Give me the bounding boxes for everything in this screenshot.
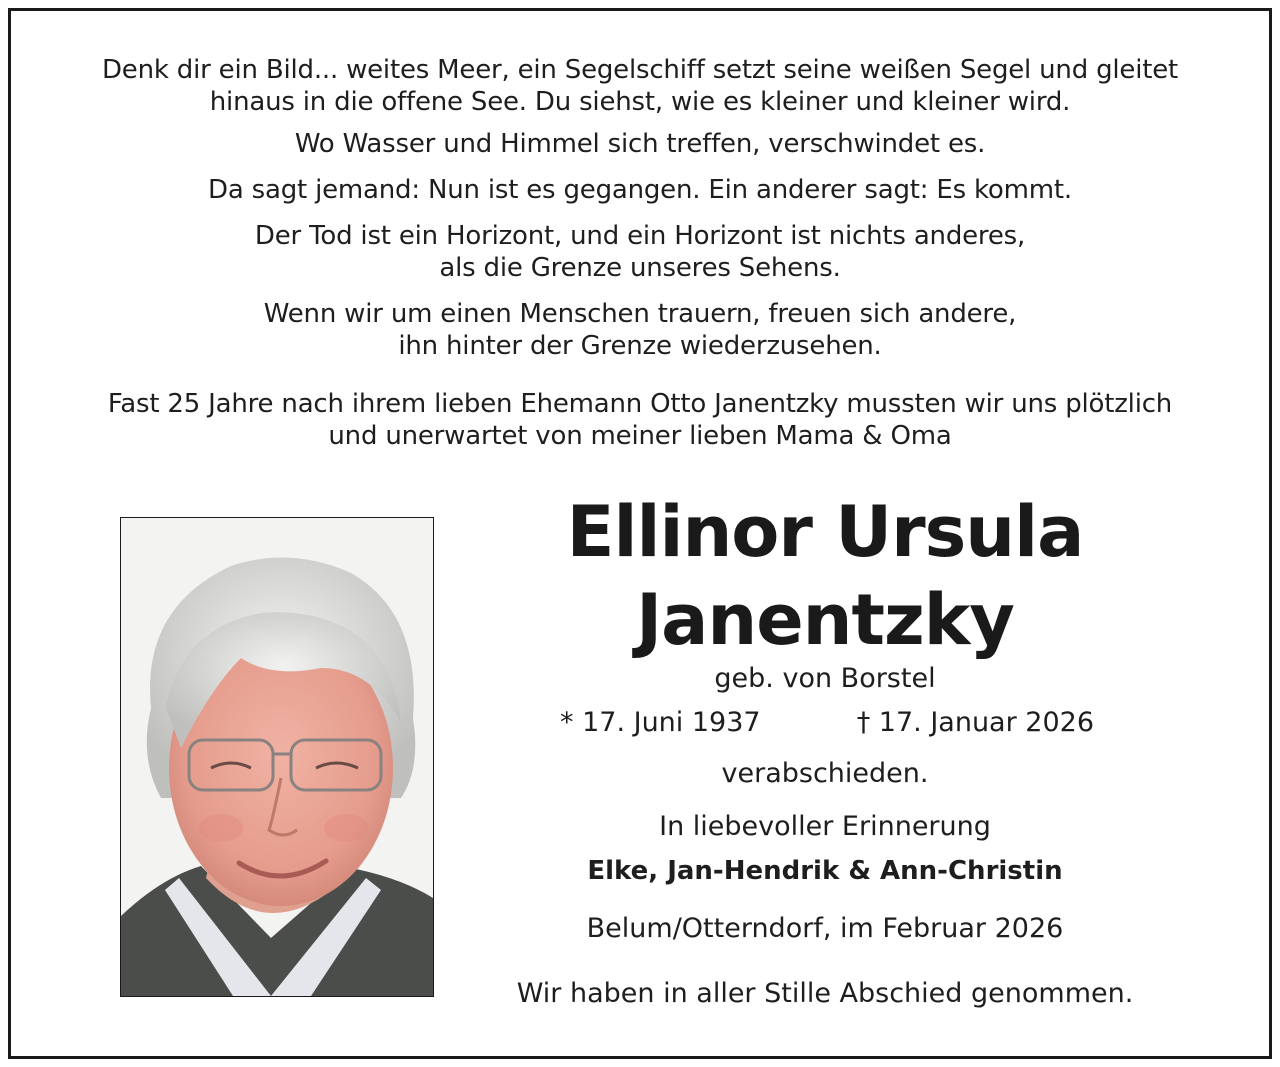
poem-paragraph-3: Da sagt jemand: Nun ist es gegangen. Ein anderer sagt: Es kommt. [208, 175, 1072, 205]
portrait-illustration [121, 518, 433, 996]
poem-paragraph-2: Wo Wasser und Himmel sich treffen, verschwindet es. [294, 129, 986, 159]
farewell-text: verabschieden. [721, 758, 929, 789]
poem-paragraph-5: Wenn wir um einen Menschen trauern, freuen sich andere, ihn hinter der Grenze wiederzusehen. [263, 299, 1017, 361]
death-date: † 17. Januar 2026 [856, 707, 1094, 738]
memory-text: In liebevoller Erinnerung [659, 811, 991, 842]
deceased-name [460, 488, 1190, 664]
portrait-photo [120, 517, 434, 997]
mourners-names: Elke, Jan-Hendrik & Ann-Christin [587, 856, 1063, 886]
poem-paragraph-1: Denk dir ein Bild... weites Meer, ein Segelschiff setzt seine weißen Segel und gleitet hinaus in die offene See. Du siehst, wie es kleiner und kleiner wird. [101, 55, 1179, 117]
birth-date: * 17. Juni 1937 [560, 707, 761, 738]
poem-text [20, 54, 1260, 466]
deceased-last-name: Janentzky [636, 579, 1014, 661]
deceased-first-names: Ellinor Ursula [566, 491, 1084, 573]
poem-paragraph-4: Der Tod ist ein Horizont, und ein Horizont ist nichts anderes, als die Grenze unseres Sehens. [254, 221, 1026, 283]
birth-name: geb. von Borstel [714, 663, 936, 694]
place-and-date: Belum/Otterndorf, im Februar 2026 [586, 913, 1064, 944]
closing-text: Wir haben in aller Stille Abschied genommen. [516, 978, 1134, 1009]
intro-paragraph: Fast 25 Jahre nach ihrem lieben Ehemann Otto Janentzky mussten wir uns plötzlich und unerwartet von meiner lieben Mama & Oma [107, 389, 1173, 451]
